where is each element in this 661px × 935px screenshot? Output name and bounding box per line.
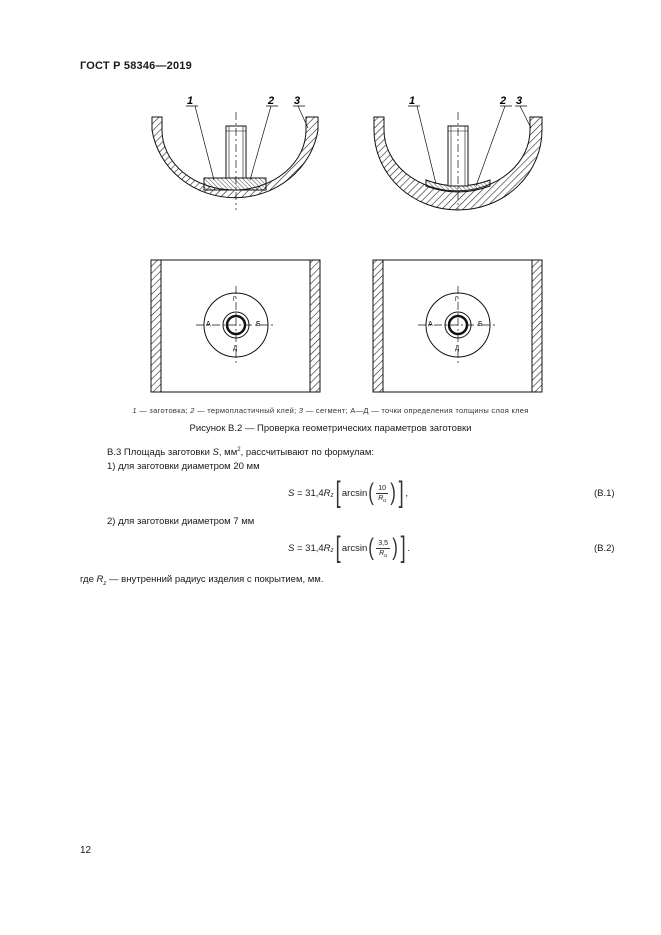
plan-wall-right-b (532, 260, 542, 392)
where-clause: где $R_z$ — внутренний радиус изделия с покрытием, мм. (80, 574, 324, 587)
point-b-right: Б (478, 321, 483, 328)
paragraph-b3: В.3 Площадь заготовки S, $мм^2$, рассчитывают по формулам: (107, 447, 375, 459)
point-d-left: Д (233, 346, 238, 352)
plan-wall-left-b (310, 260, 320, 392)
callout-2-left: 2 (268, 95, 275, 107)
formula-b2-number: (В.2) (594, 543, 615, 554)
section-left (152, 95, 318, 210)
figure-legend: 1 — заготовка; 2 — термопластичный клей; 3 — сегмент; А—Д — точки определения толщины слоя клея (132, 406, 529, 415)
callout-1-right: 1 (409, 95, 416, 107)
callout-2-right: 2 (500, 95, 507, 107)
blank-plate-left (204, 178, 266, 190)
figure-title: Рисунок В.2 — Проверка геометрических параметров заготовки (189, 423, 472, 434)
plan-right (373, 260, 542, 392)
callout-1-left: 1 (187, 95, 194, 107)
point-g-right: Г (455, 297, 459, 303)
item-2-text: 2) для заготовки диаметром 7 мм (107, 516, 255, 527)
point-g-left: Г (233, 297, 237, 303)
formula-b1-number: (В.1) (594, 488, 615, 499)
formula-b2: S = 31,4 R z [ arcsin ( $\frac{3,5}{R_и}$ ) ] . (288, 531, 410, 564)
plan-frame-left (151, 260, 320, 392)
document-header: ГОСТ Р 58346—2019 (80, 60, 192, 72)
section-right (374, 95, 542, 210)
figure-b2 (0, 0, 661, 400)
plan-wall-left-a (151, 260, 161, 392)
plan-wall-right-a (373, 260, 383, 392)
point-d-right: Д (455, 346, 460, 352)
formula-b1: S = 31,4 R z [ arcsin ( $\frac{10}{R_и}$ ) ] , (288, 476, 409, 509)
callout-3-left: 3 (294, 95, 301, 107)
page-number: 12 (80, 845, 92, 856)
point-a-left: А (206, 321, 211, 328)
item-1-text: 1) для заготовки диаметром 20 мм (107, 461, 260, 472)
callout-3-right: 3 (516, 95, 523, 107)
point-a-right: А (428, 321, 433, 328)
point-b-left: Б (256, 321, 261, 328)
plan-left (151, 260, 320, 392)
plan-frame-right (373, 260, 542, 392)
